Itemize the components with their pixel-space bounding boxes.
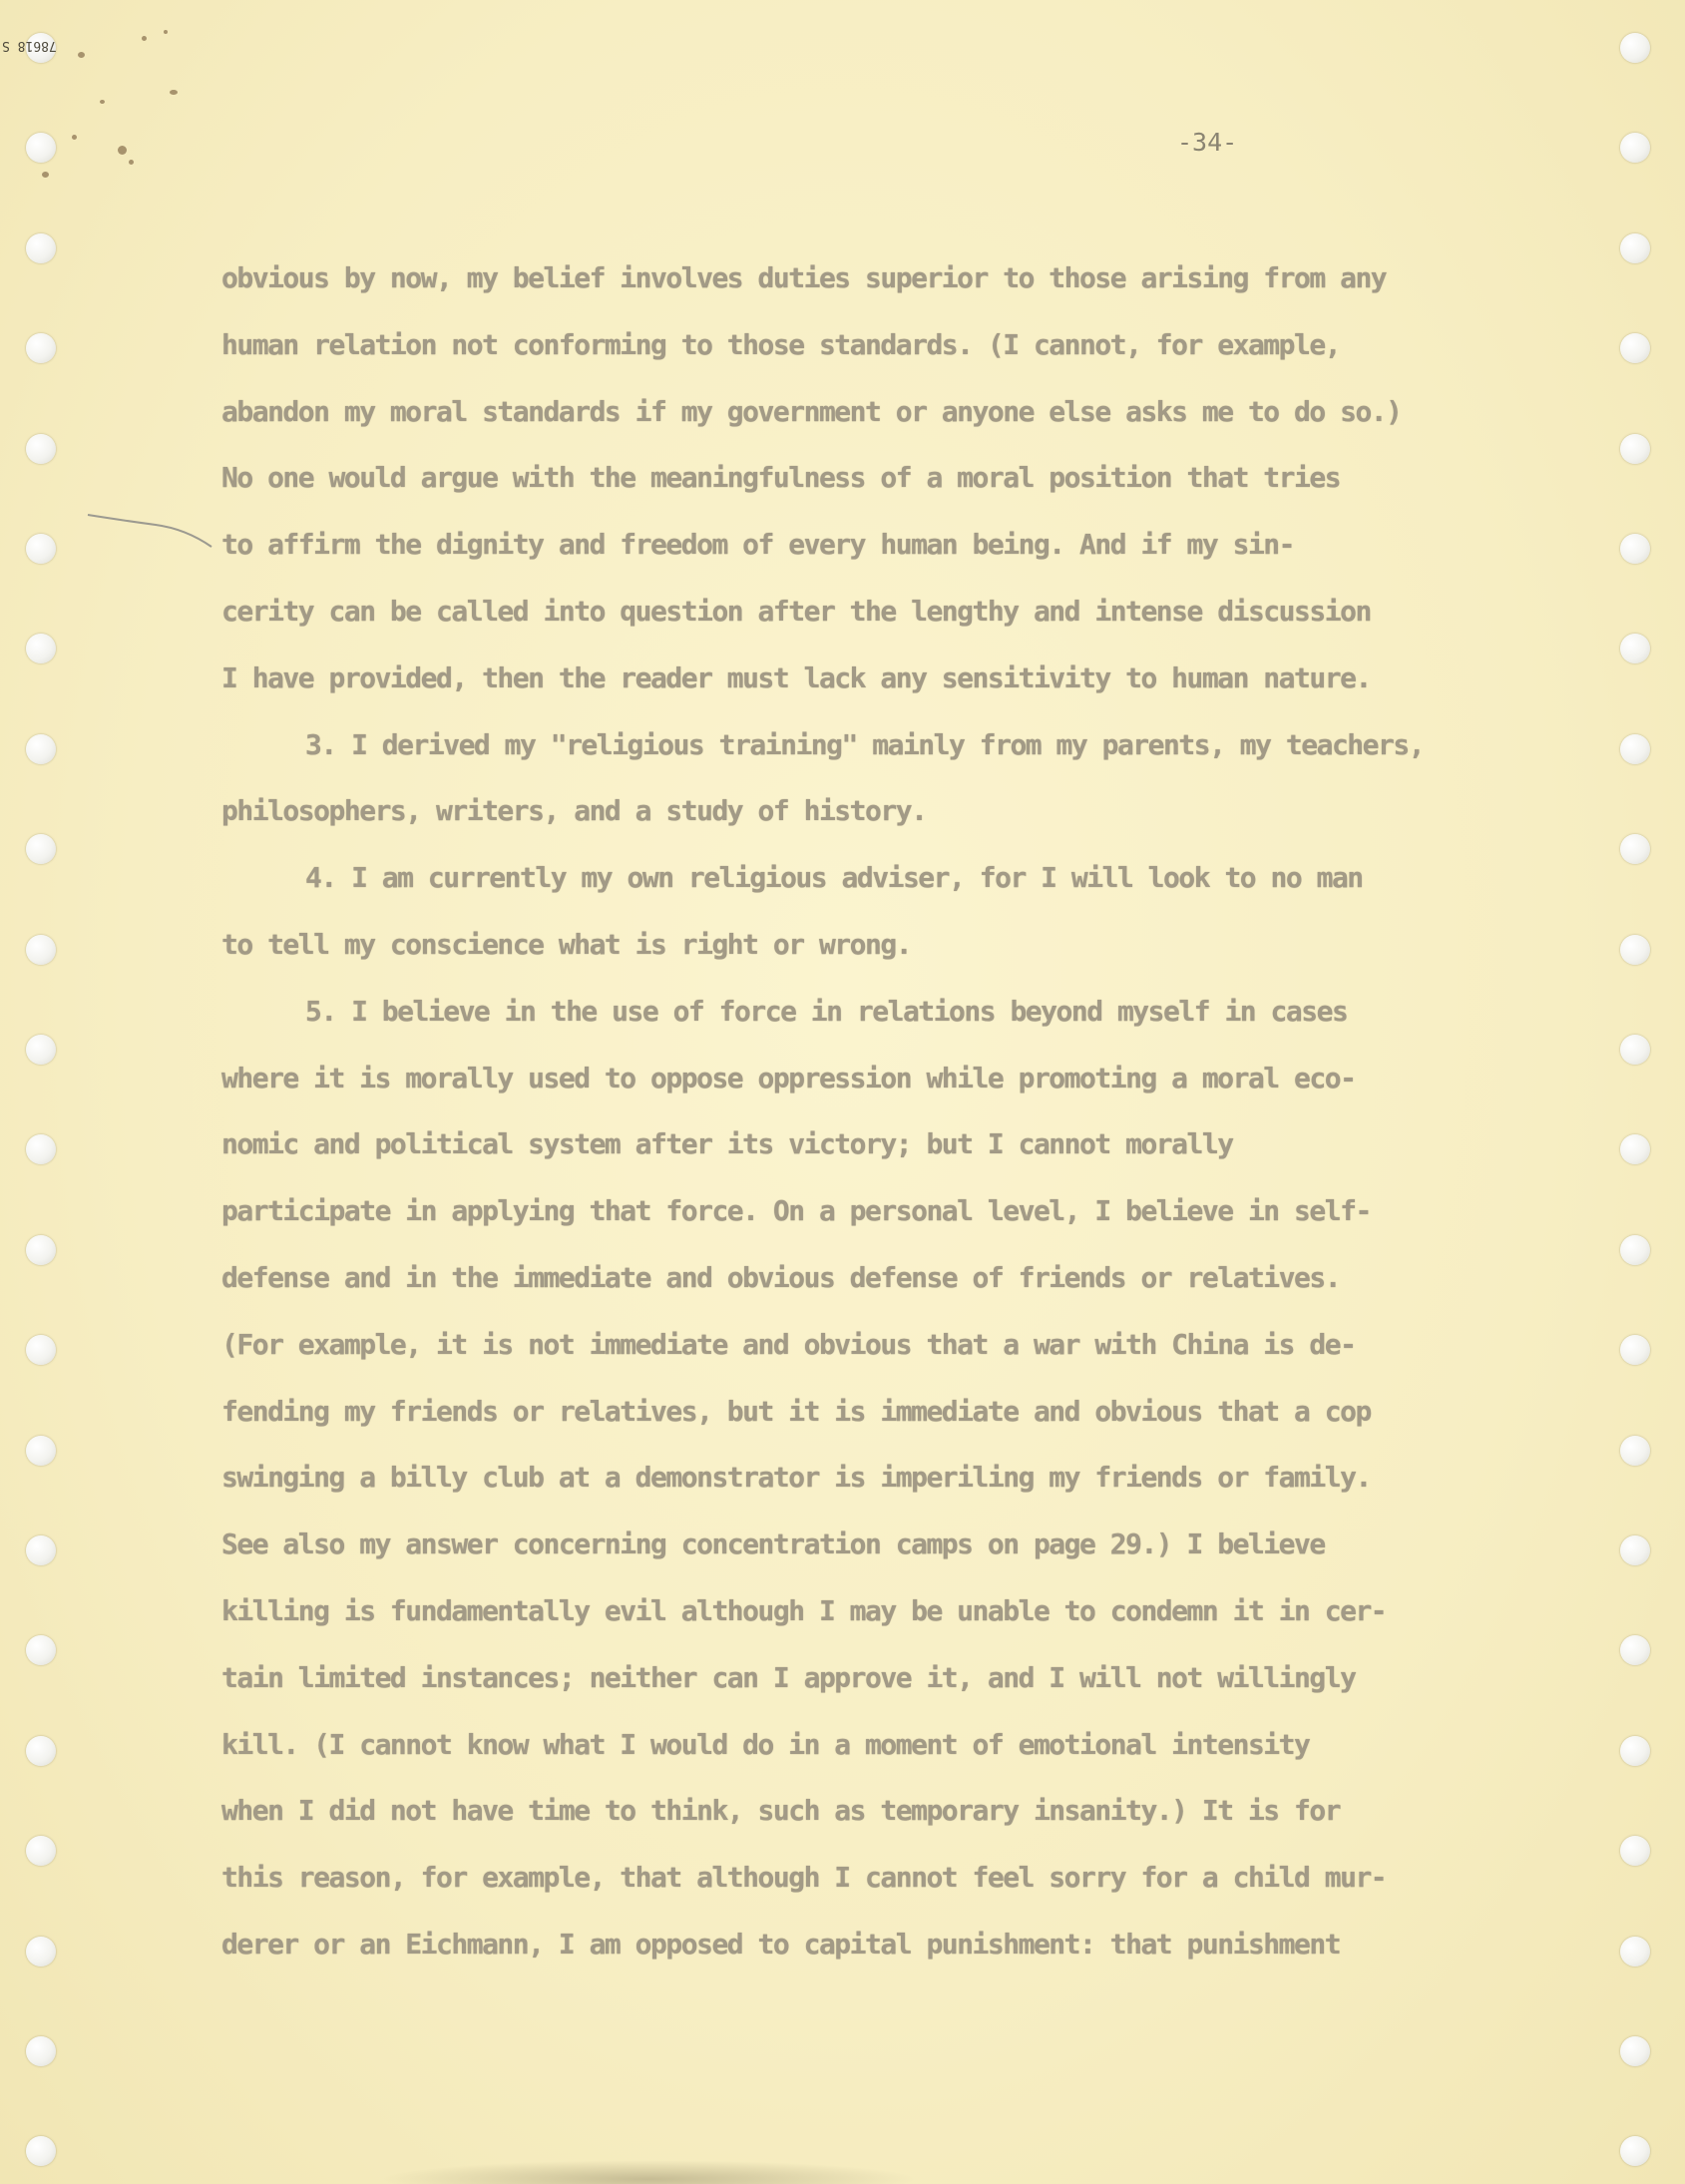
tractor-hole — [1620, 1635, 1650, 1665]
tractor-hole — [1620, 2036, 1650, 2066]
tractor-hole — [26, 2136, 56, 2166]
tractor-hole — [26, 233, 56, 263]
bottom-smudge — [379, 2160, 918, 2184]
tractor-hole — [26, 1635, 56, 1665]
tractor-hole — [1620, 233, 1650, 263]
margin-pencil-mark — [86, 513, 215, 553]
text-line: derer or an Eichmann, I am opposed to capital punishment: that punishment — [221, 1928, 1341, 1961]
tractor-hole — [26, 1836, 56, 1866]
tractor-hole — [1620, 2136, 1650, 2166]
text-line: nomic and political system after its victory; but I cannot morally — [221, 1127, 1233, 1161]
tractor-hole — [26, 534, 56, 564]
text-line: to tell my conscience what is right or wrong. — [221, 928, 912, 961]
tractor-hole — [1620, 1335, 1650, 1365]
tractor-hole — [26, 2036, 56, 2066]
text-line: tain limited instances; neither can I approve it, and I will not willingly — [221, 1660, 1356, 1694]
tractor-hole — [1620, 33, 1650, 63]
tractor-hole — [1620, 734, 1650, 764]
text-line: See also my answer concerning concentration camps on page 29.) I believe — [221, 1528, 1325, 1561]
tractor-hole — [1620, 1436, 1650, 1466]
tractor-hole — [1620, 133, 1650, 163]
text-line: to affirm the dignity and freedom of every human being. And if my sin- — [221, 528, 1295, 562]
tractor-hole — [26, 1736, 56, 1766]
tractor-hole — [1620, 534, 1650, 564]
text-line: (For example, it is not immediate and obvious that a war with China is de- — [221, 1327, 1356, 1361]
tractor-hole — [1620, 1937, 1650, 1966]
text-line: this reason, for example, that although I cannot feel sorry for a child mur- — [221, 1861, 1387, 1895]
tractor-hole — [26, 734, 56, 764]
tractor-hole — [26, 333, 56, 363]
text-line: No one would argue with the meaningfulness of a moral position that tries — [221, 461, 1341, 495]
tractor-hole — [26, 133, 56, 163]
tractor-hole — [1620, 1134, 1650, 1164]
text-line: obvious by now, my belief involves duties superior to those arising from any — [221, 261, 1387, 294]
text-line: cerity can be called into question after the lengthy and intense discussion — [221, 595, 1371, 628]
tractor-hole — [26, 634, 56, 663]
text-line: 4. I am currently my own religious adviser, for I will look to no man — [305, 861, 1363, 895]
tractor-hole — [26, 1335, 56, 1365]
tractor-hole — [26, 1436, 56, 1466]
tractor-hole — [1620, 434, 1650, 464]
text-line: when I did not have time to think, such as temporary insanity.) It is for — [221, 1794, 1341, 1828]
text-line: philosophers, writers, and a study of history. — [221, 794, 927, 828]
tractor-hole — [1620, 834, 1650, 864]
tractor-hole — [1620, 634, 1650, 663]
tractor-hole — [26, 935, 56, 965]
tractor-hole — [26, 1134, 56, 1164]
text-line: kill. (I cannot know what I would do in a moment of emotional intensity — [221, 1727, 1310, 1761]
text-line: swinging a billy club at a demonstrator is imperiling my friends or family. — [221, 1461, 1371, 1495]
tractor-hole — [26, 1035, 56, 1065]
text-line: 5. I believe in the use of force in relations beyond myself in cases — [305, 994, 1348, 1028]
text-line: I have provided, then the reader must lack any sensitivity to human nature. — [221, 660, 1371, 694]
tractor-hole — [1620, 1736, 1650, 1766]
tractor-hole — [1620, 1836, 1650, 1866]
text-line: fending my friends or relatives, but it is immediate and obvious that a cop — [221, 1394, 1371, 1428]
text-line: where it is morally used to oppose oppression while promoting a moral eco- — [221, 1061, 1356, 1094]
tractor-hole — [1620, 1535, 1650, 1565]
tractor-hole — [26, 1535, 56, 1565]
tractor-hole — [26, 834, 56, 864]
tractor-hole — [26, 1235, 56, 1265]
tractor-hole — [1620, 1035, 1650, 1065]
tractor-hole — [1620, 935, 1650, 965]
text-line: defense and in the immediate and obvious defense of friends or relatives. — [221, 1261, 1341, 1294]
page-number: -34- — [1177, 128, 1238, 157]
tractor-hole — [26, 434, 56, 464]
archive-stamp: 78618 S — [2, 38, 57, 53]
text-line: killing is fundamentally evil although I may be unable to condemn it in cer- — [221, 1594, 1387, 1627]
tractor-hole — [1620, 1235, 1650, 1265]
text-line: participate in applying that force. On a personal level, I believe in self- — [221, 1194, 1371, 1228]
text-line: abandon my moral standards if my government or anyone else asks me to do so.) — [221, 394, 1402, 428]
right-tractor-feed-holes — [1620, 0, 1660, 2184]
text-line: human relation not conforming to those standards. (I cannot, for example, — [221, 327, 1341, 361]
tractor-hole — [26, 1937, 56, 1966]
tractor-hole — [1620, 333, 1650, 363]
left-tractor-feed-holes — [26, 0, 66, 2184]
text-line: 3. I derived my "religious training" mainly from my parents, my teachers, — [305, 727, 1425, 761]
